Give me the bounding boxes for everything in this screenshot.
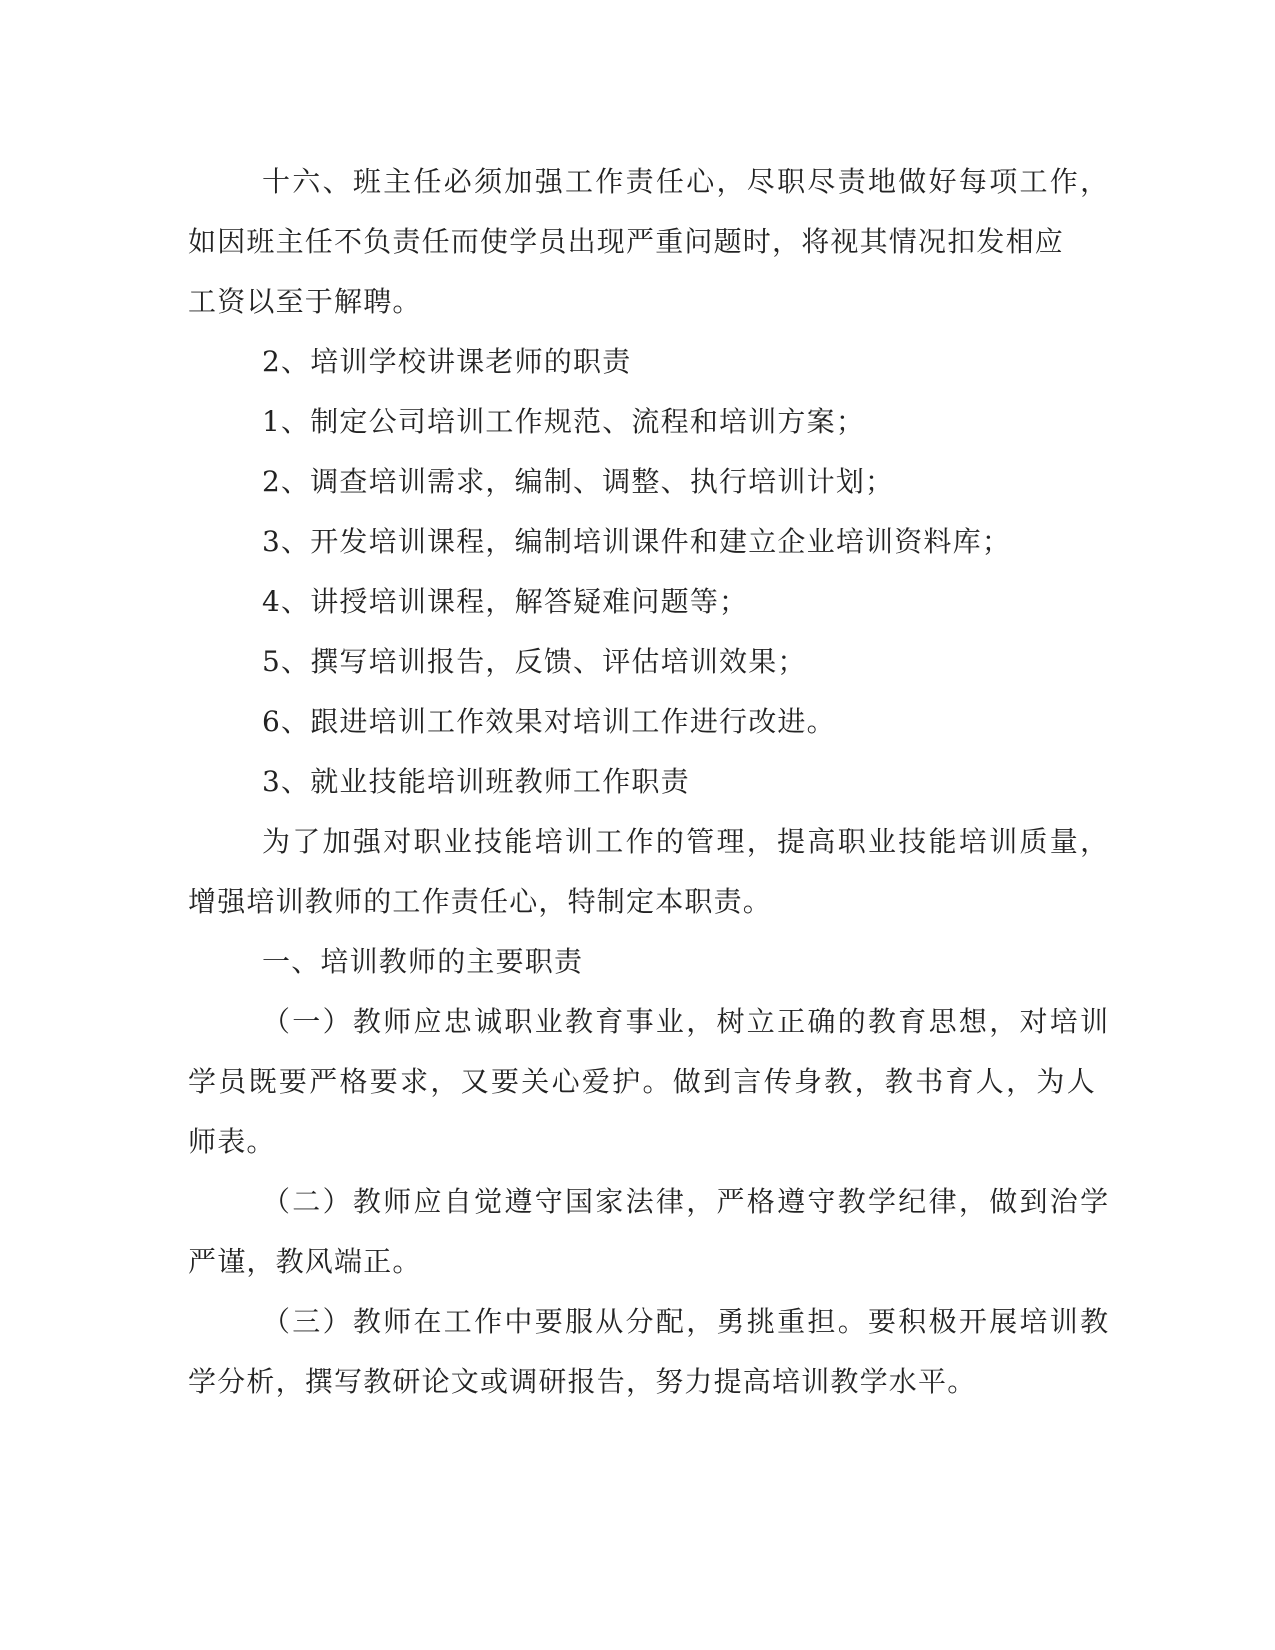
section-heading-3: 3、就业技能培训班教师工作职责 bbox=[262, 765, 690, 798]
duty-item-3: 3、开发培训课程，编制培训课件和建立企业培训资料库； bbox=[262, 525, 1012, 558]
clause-3-line-2: 学分析，撰写教研论文或调研报告，努力提高培训教学水平。 bbox=[188, 1365, 977, 1398]
duty-item-4: 4、讲授培训课程，解答疑难问题等； bbox=[262, 585, 749, 618]
duty-item-5: 5、撰写培训报告，反馈、评估培训效果； bbox=[262, 645, 807, 678]
clause-3-line-1: （三）教师在工作中要服从分配，勇挑重担。要积极开展培训教 bbox=[262, 1305, 1111, 1338]
duty-item-6: 6、跟进培训工作效果对培训工作进行改进。 bbox=[262, 705, 836, 738]
section-heading-2: 2、培训学校讲课老师的职责 bbox=[262, 345, 632, 378]
intro-paragraph-line-2: 增强培训教师的工作责任心，特制定本职责。 bbox=[188, 885, 773, 918]
duty-item-2: 2、调查培训需求，编制、调整、执行培训计划； bbox=[262, 465, 895, 498]
clause-1-line-2: 学员既要严格要求，又要关心爱护。做到言传身教，教书育人，为人 bbox=[188, 1065, 1098, 1098]
clause-2-line-1: （二）教师应自觉遵守国家法律，严格遵守教学纪律，做到治学 bbox=[262, 1185, 1111, 1218]
paragraph-16-line-3: 工资以至于解聘。 bbox=[188, 285, 422, 318]
clause-1-line-1: （一）教师应忠诚职业教育事业，树立正确的教育思想，对培训 bbox=[262, 1005, 1111, 1038]
subheading-main-duties: 一、培训教师的主要职责 bbox=[262, 945, 584, 978]
clause-2-line-2: 严谨，教风端正。 bbox=[188, 1245, 422, 1278]
paragraph-16-line-2: 如因班主任不负责任而使学员出现严重问题时，将视其情况扣发相应 bbox=[188, 225, 1065, 258]
duty-item-1: 1、制定公司培训工作规范、流程和培训方案； bbox=[262, 405, 866, 438]
intro-paragraph-line-1: 为了加强对职业技能培训工作的管理，提高职业技能培训质量， bbox=[262, 825, 1111, 858]
clause-1-line-3: 师表。 bbox=[188, 1125, 276, 1158]
paragraph-16-line-1: 十六、班主任必须加强工作责任心，尽职尽责地做好每项工作， bbox=[262, 165, 1111, 198]
